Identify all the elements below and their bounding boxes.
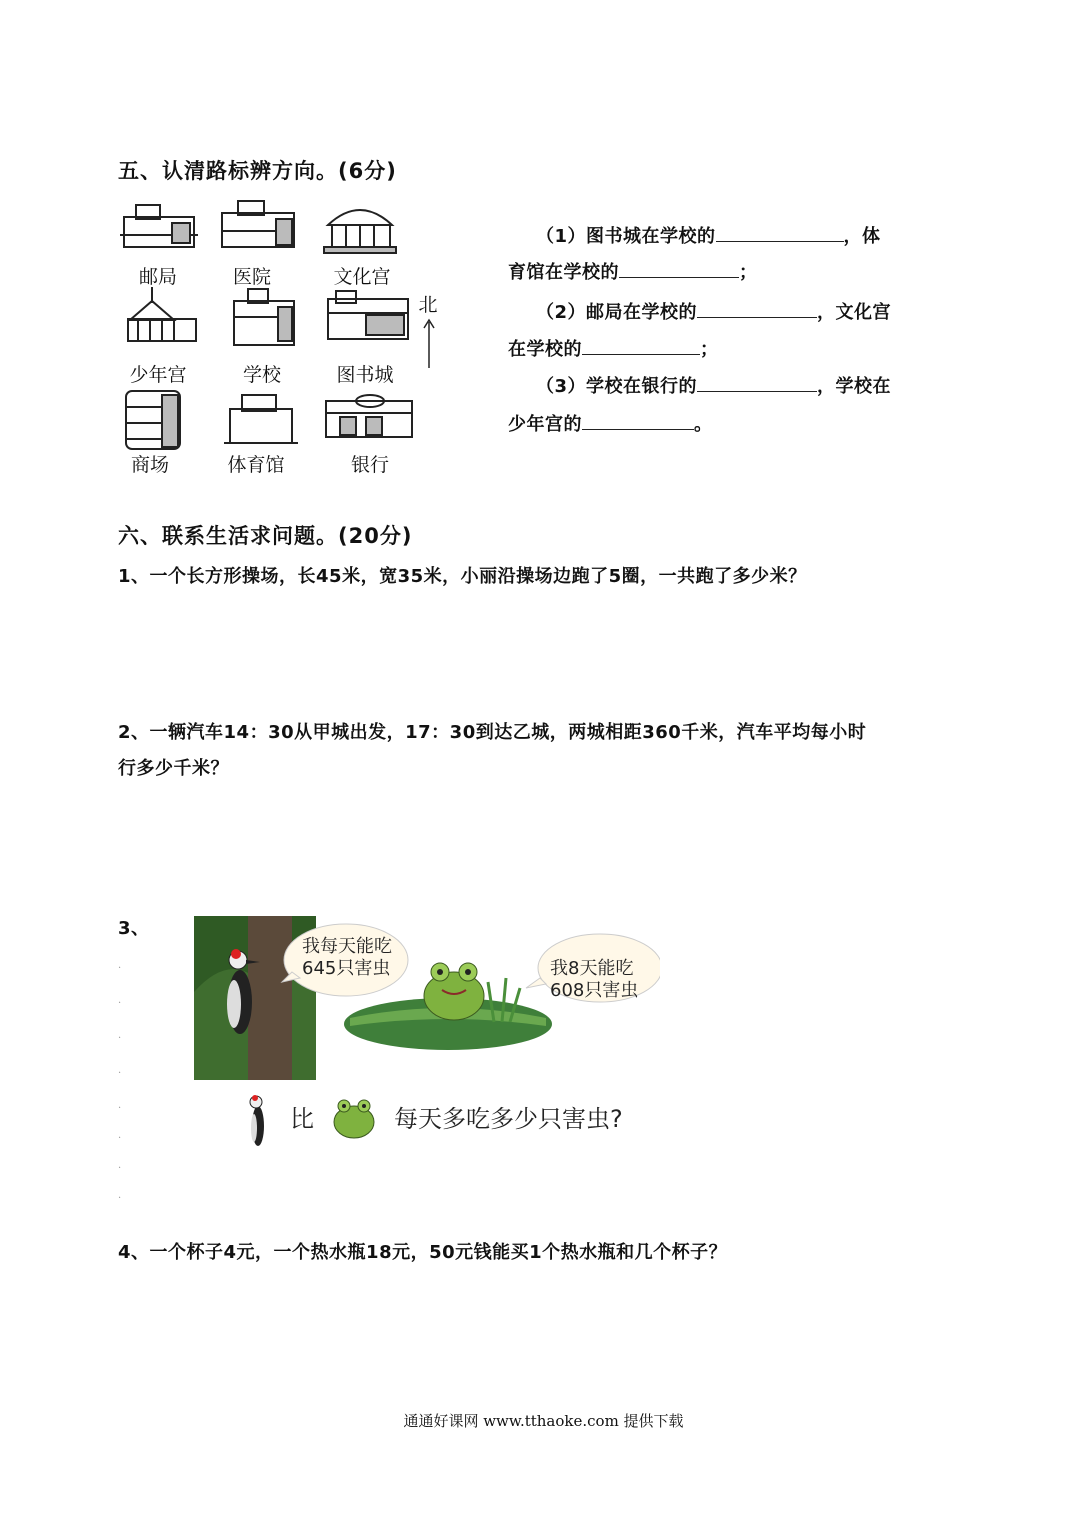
stadium-icon bbox=[224, 395, 298, 443]
label-culture-palace: 文化宫 bbox=[333, 266, 391, 288]
youth-palace-icon bbox=[128, 287, 196, 341]
s5-question-3-line1: （3）学校在银行的 ，学校在 bbox=[536, 370, 891, 404]
s5-question-2-line1: （2）邮局在学校的 ，文化宫 bbox=[536, 296, 891, 330]
s5-question-2-line2: 在学校的 ； bbox=[508, 333, 719, 367]
hospital-icon bbox=[222, 201, 294, 247]
margin-dot: . bbox=[118, 1100, 122, 1111]
section5-title: 五、认清路标辨方向。(6分) bbox=[118, 159, 397, 183]
margin-dot: . bbox=[118, 960, 122, 971]
tree-trunk bbox=[248, 916, 292, 1080]
post-office-icon bbox=[120, 205, 198, 247]
margin-dot: . bbox=[118, 995, 122, 1006]
problem-2-line2: 行多少千米？ bbox=[118, 758, 229, 779]
compare-question: 每天多吃多少只害虫? bbox=[394, 1105, 623, 1133]
label-youth-palace: 少年宫 bbox=[129, 364, 187, 386]
frog-icon bbox=[424, 963, 484, 1020]
problem-1: 1、一个长方形操场，长45米，宽35米，小丽沿操场边跑了5圈，一共跑了多少米？ bbox=[118, 566, 807, 587]
margin-dot: . bbox=[118, 1160, 122, 1171]
label-school: 学校 bbox=[242, 364, 281, 386]
bank-icon bbox=[326, 395, 412, 437]
bubble2-line1: 我8天能吃 bbox=[550, 958, 634, 979]
problem-4: 4、一个杯子4元，一个热水瓶18元，50元钱能买1个热水瓶和几个杯子？ bbox=[118, 1242, 728, 1263]
s5-question-3-line2: 少年宫的 。 bbox=[508, 408, 713, 442]
small-frog-icon bbox=[334, 1100, 374, 1138]
label-book-city: 图书城 bbox=[336, 364, 394, 386]
margin-dot: . bbox=[118, 1130, 122, 1141]
problem-3-label: 3、 bbox=[118, 918, 150, 939]
s5-question-1-line1: （1）图书城在学校的 ，体 bbox=[536, 220, 881, 254]
s5-question-1-line2: 育馆在学校的 ； bbox=[508, 256, 758, 290]
label-stadium: 体育馆 bbox=[227, 454, 285, 476]
section6-title: 六、联系生活求问题。(20分) bbox=[118, 524, 413, 548]
school-icon bbox=[234, 289, 294, 345]
culture-palace-icon bbox=[324, 210, 396, 253]
label-hospital: 医院 bbox=[232, 266, 271, 288]
margin-dot: . bbox=[118, 1190, 122, 1201]
label-mall: 商场 bbox=[130, 454, 169, 476]
margin-dot: . bbox=[118, 1030, 122, 1041]
compare-bi: 比 bbox=[290, 1105, 314, 1133]
label-post-office: 邮局 bbox=[138, 266, 177, 288]
bubble1-line2: 645只害虫 bbox=[302, 958, 391, 979]
margin-dot: . bbox=[118, 1065, 122, 1076]
problem-2-line1: 2、一辆汽车14：30从甲城出发，17：30到达乙城，两城相距360千米，汽车平均每小时 bbox=[118, 722, 867, 743]
building-map bbox=[110, 195, 440, 485]
footer-text: 通通好课网 www.tthaoke.com 提供下载 bbox=[403, 1412, 684, 1430]
bubble2-line2: 608只害虫 bbox=[550, 980, 639, 1001]
north-arrow-icon bbox=[422, 318, 436, 370]
bubble1-line1: 我每天能吃 bbox=[302, 936, 392, 957]
label-bank: 银行 bbox=[350, 454, 389, 476]
north-label: 北 bbox=[418, 294, 438, 316]
mall-icon bbox=[126, 391, 180, 449]
small-woodpecker-icon bbox=[250, 1095, 264, 1146]
